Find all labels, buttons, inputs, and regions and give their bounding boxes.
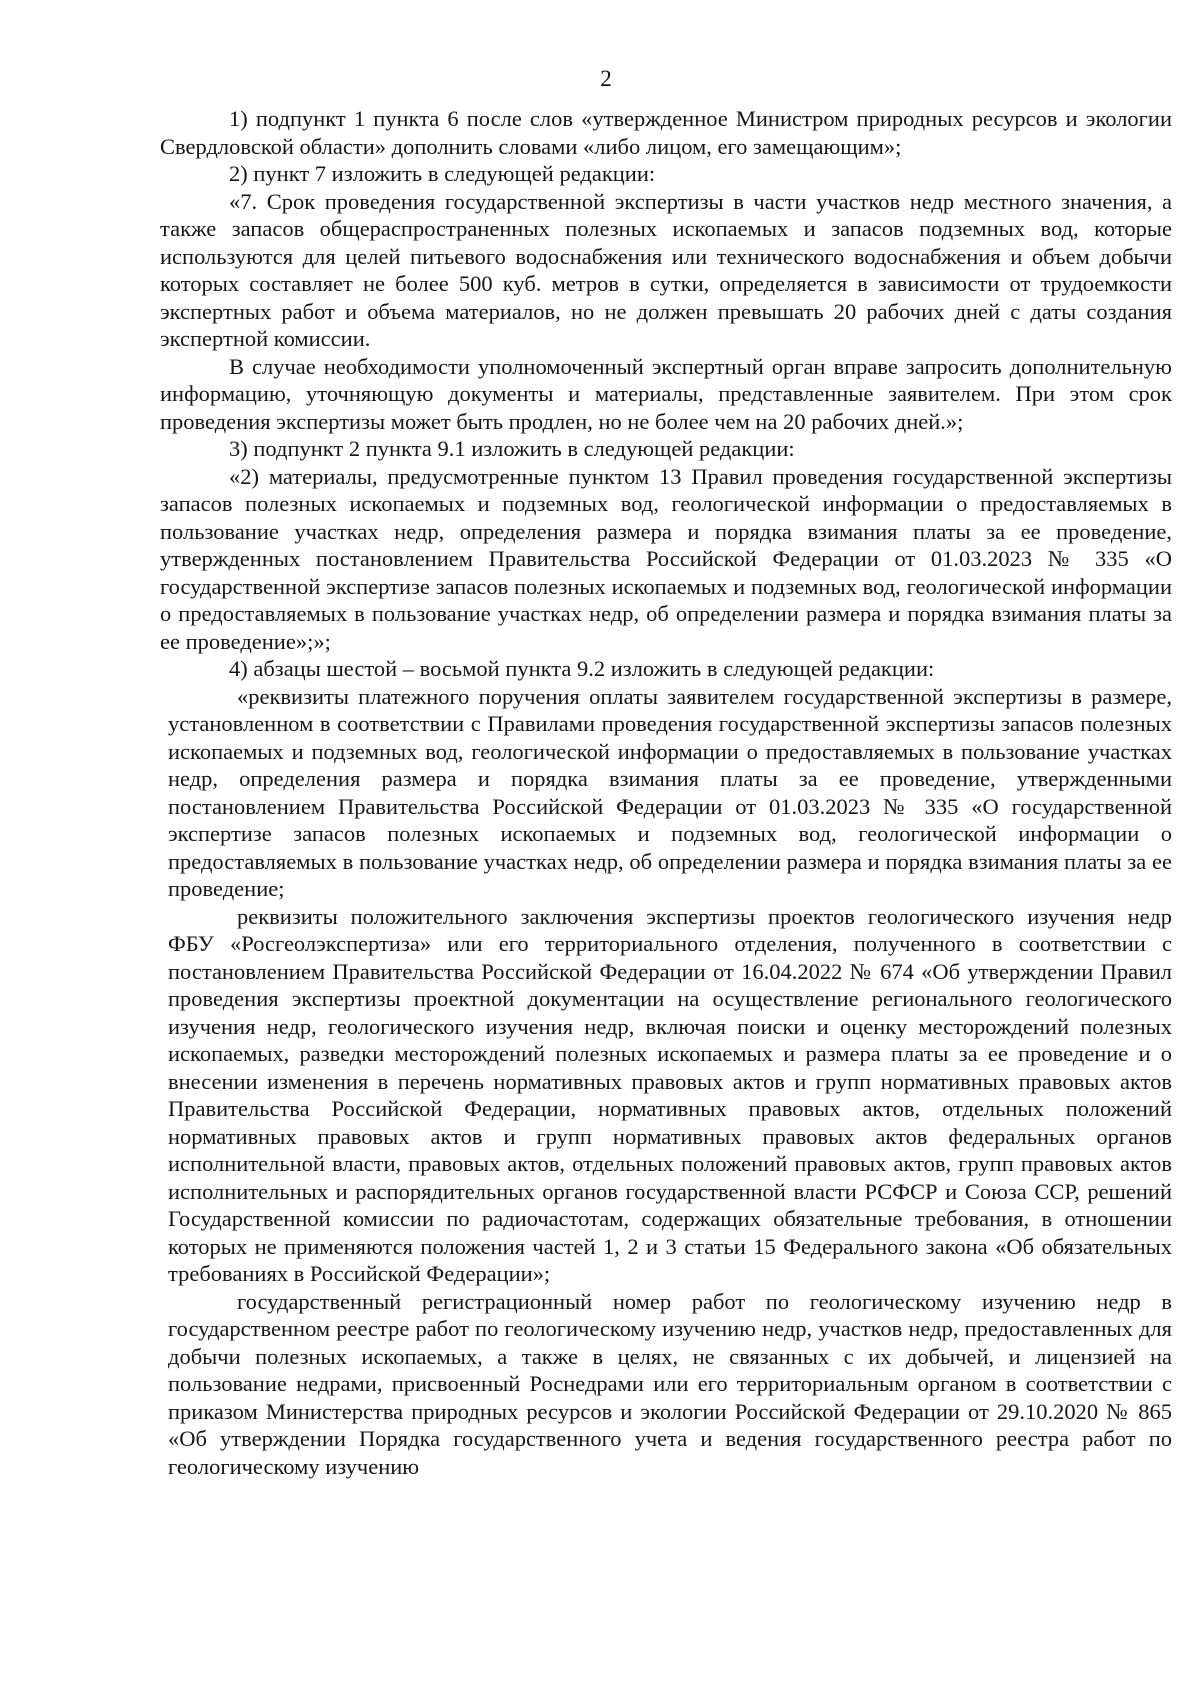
paragraph-9: реквизиты положительного заключения экспертизы проектов геологического изучения недр ФБУ «Росгеолэкспертиза» или его территориального отделения, полученного в соответствии с постановлением Правительства Российской Федерации от 16.04.2022 № 674 «Об утверждении Правил проведения экспертизы проектной документации на осуществление регионального геологического изучения недр, геологического изучения недр, включая поиски и оценку месторождений полезных ископаемых, разведки месторождений полезных ископаемых и размера платы за ее проведение и о внесении изменения в перечень нормативных правовых актов и групп нормативных правовых актов Правительства Российской Федерации, нормативных правовых актов, отдельных положений нормативных правовых актов и групп нормативных правовых актов федеральных органов исполнительной власти, правовых актов, отдельных положений правовых актов, групп правовых актов исполнительных и распорядительных органов государственной власти РСФСР и Союза ССР, решений Государственной комиссии по радиочастотам, содержащих обязательные требования, в отношении которых не применяются положения частей 1, 2 и 3 статьи 15 Федерального закона «Об обязательных требованиях в Российской Федерации»; [168, 903, 1172, 1286]
amended-text-block [168, 683, 1172, 1481]
paragraph-7: 4) абзацы шестой – восьмой пункта 9.2 изложить в следующей редакции: [229, 656, 935, 681]
paragraph-8: «реквизиты платежного поручения оплаты заявителем государственной экспертизы в размере, установленном в соответствии с Правилами проведения государственной экспертизы запасов полезных ископаемых и подземных вод, геологической информации о предоставляемых в пользование участках недр, определения размера и порядка взимания платы за ее проведение, утвержденными постановлением Правительства Российской Федерации от 01.03.2023 № 335 «О государственной экспертизе запасов полезных ископаемых и подземных вод, геологической информации о предоставляемых в пользование участках недр, об определении размера и порядка взимания платы за ее проведение; [168, 683, 1172, 901]
paragraph-6: «2) материалы, предусмотренные пунктом 13 Правил проведения государственной экспертизы запасов полезных ископаемых и подземных вод, геологической информации о предоставляемых в пользование участках недр, определения размера и порядка взимания платы за ее проведение, утвержденных постановлением Правительства Российской Федерации от 01.03.2023 № 335 «О государственной экспертизе запасов полезных ископаемых и подземных вод, геологической информации о предоставляемых в пользование участках недр, об определении размера и порядка взимания платы за ее проведение»;»; [160, 463, 1172, 654]
paragraph-1: 1) подпункт 1 пункта 6 после слов «утвержденное Министром природных ресурсов и экологии Свердловской области» дополнить словами «либо лицом, его замещающим»; [160, 106, 1172, 159]
paragraph-2: 2) пункт 7 изложить в следующей редакции: [229, 161, 656, 186]
paragraph-4: В случае необходимости уполномоченный экспертный орган вправе запросить дополнительную информацию, уточняющую документы и материалы, представленные заявителем. При этом срок проведения экспертизы может быть продлен, но не более чем на 20 рабочих дней.»; [160, 353, 1172, 434]
page-number: 2 [600, 66, 612, 91]
paragraph-10: государственный регистрационный номер работ по геологическому изучению недр в государственном реестре работ по геологическому изучению недр, участков недр, предоставленных для добычи полезных ископаемых, а также в целях, не связанных с их добычей, и лицензией на пользование недрами, присвоенный Роснедрами или его территориальным органом в соответствии с приказом Министерства природных ресурсов и экологии Российской Федерации от 29.10.2020 № 865 «Об утверждении Порядка государственного учета и ведения государственного реестра работ по геологическому изучению [168, 1288, 1172, 1479]
paragraph-3: «7. Срок проведения государственной экспертизы в части участков недр местного значения, а также запасов общераспространенных полезных ископаемых и запасов подземных вод, которые используются для целей питьевого водоснабжения или технического водоснабжения и объем добычи которых составляет не более 500 куб. метров в сутки, определяется в зависимости от трудоемкости экспертных работ и объема материалов, но не должен превышать 20 рабочих дней с даты создания экспертной комиссии. [160, 188, 1172, 351]
paragraph-5: 3) подпункт 2 пункта 9.1 изложить в следующей редакции: [229, 436, 795, 461]
document-body [160, 105, 1172, 1480]
